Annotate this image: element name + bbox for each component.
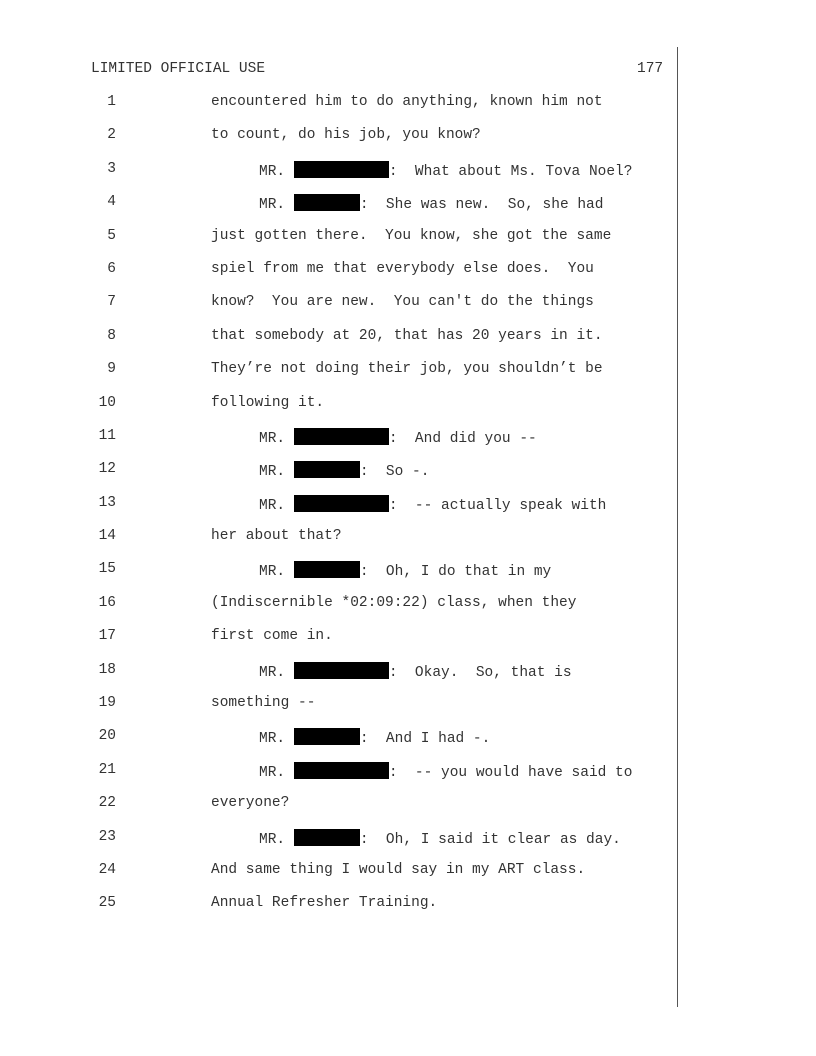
transcript-line [0, 127, 700, 160]
line-content: her about that? [211, 528, 342, 545]
transcript-line [0, 528, 700, 561]
line-content: And same thing I would say in my ART class. [211, 861, 586, 878]
line-content: (Indiscernible *02:09:22) class, when they [211, 594, 577, 611]
line-text [211, 595, 576, 611]
speaker-label: MR. [259, 831, 294, 848]
line-content: something -- [211, 695, 316, 712]
line-content: : She was new. So, she had [359, 197, 604, 214]
line-text [259, 461, 429, 480]
transcript-line [0, 728, 700, 761]
speaker-label: MR. [259, 764, 294, 781]
transcript-line [0, 829, 700, 862]
transcript-body [0, 94, 700, 929]
line-content: They’re not doing their job, you shouldn’t be [211, 361, 603, 378]
page-number: 177 [637, 61, 664, 77]
redacted-name-block [294, 495, 389, 512]
line-number: 24 [98, 861, 116, 878]
line-text [259, 728, 490, 747]
line-number: 3 [107, 160, 116, 177]
line-text [211, 695, 315, 711]
line-text [211, 862, 585, 878]
line-content: : -- actually speak with [388, 497, 607, 514]
line-text [211, 94, 603, 110]
transcript-line [0, 895, 700, 928]
redacted-name-block [294, 428, 389, 445]
line-content: everyone? [211, 795, 290, 812]
line-text [259, 829, 621, 848]
line-text [259, 662, 572, 681]
line-number: 20 [98, 728, 116, 745]
transcript-line [0, 194, 700, 227]
line-content: first come in. [211, 628, 333, 645]
line-number: 10 [98, 394, 116, 411]
redacted-name-block [294, 762, 389, 779]
line-content: following it. [211, 394, 325, 411]
classification-label: LIMITED OFFICIAL USE [91, 61, 266, 77]
line-number: 8 [107, 327, 116, 344]
line-number: 25 [98, 895, 116, 912]
transcript-line [0, 695, 700, 728]
line-number: 5 [107, 227, 116, 244]
transcript-line [0, 361, 700, 394]
speaker-label: MR. [259, 497, 294, 514]
line-text [259, 428, 537, 447]
transcript-line [0, 395, 700, 428]
speaker-label: MR. [259, 464, 294, 481]
line-content: that somebody at 20, that has 20 years in it. [211, 327, 603, 344]
line-content: Annual Refresher Training. [211, 895, 438, 912]
line-content: spiel from me that everybody else does. You [211, 260, 594, 277]
redacted-name-block [294, 728, 360, 745]
redacted-name-block [294, 161, 389, 178]
line-number: 2 [107, 127, 116, 144]
line-text [259, 194, 603, 213]
transcript-line [0, 294, 700, 327]
speaker-label: MR. [259, 664, 294, 681]
transcript-line [0, 461, 700, 494]
speaker-label: MR. [259, 564, 294, 581]
line-text [211, 127, 481, 143]
line-content: : -- you would have said to [388, 764, 633, 781]
line-text [259, 161, 632, 180]
transcript-line [0, 762, 700, 795]
transcript-line [0, 561, 700, 594]
transcript-line [0, 428, 700, 461]
transcript-line [0, 862, 700, 895]
line-content: : Okay. So, that is [388, 664, 572, 681]
line-number: 9 [107, 361, 116, 378]
line-text [259, 561, 551, 580]
line-number: 13 [98, 494, 116, 511]
line-text [211, 395, 324, 411]
line-text [211, 294, 594, 310]
line-text [259, 495, 606, 514]
line-content: : Oh, I said it clear as day. [359, 831, 621, 848]
transcript-line [0, 628, 700, 661]
line-text [259, 762, 632, 781]
line-number: 7 [107, 294, 116, 311]
line-number: 19 [98, 695, 116, 712]
redacted-name-block [294, 194, 360, 211]
line-number: 17 [98, 628, 116, 645]
speaker-label: MR. [259, 430, 294, 447]
line-text [211, 528, 342, 544]
speaker-label: MR. [259, 731, 294, 748]
line-content: : And I had -. [359, 731, 491, 748]
line-number: 14 [98, 528, 116, 545]
line-text [211, 328, 603, 344]
transcript-line [0, 328, 700, 361]
redacted-name-block [294, 829, 360, 846]
transcript-line [0, 261, 700, 294]
transcript-line [0, 161, 700, 194]
line-number: 15 [98, 561, 116, 578]
line-text [211, 895, 437, 911]
transcript-line [0, 595, 700, 628]
transcript-line [0, 662, 700, 695]
line-number: 11 [98, 427, 116, 444]
transcript-line [0, 795, 700, 828]
line-number: 4 [107, 194, 116, 211]
line-text [211, 361, 603, 377]
line-number: 22 [98, 795, 116, 812]
speaker-label: MR. [259, 197, 294, 214]
line-number: 12 [98, 461, 116, 478]
line-content: : And did you -- [388, 430, 537, 447]
redacted-name-block [294, 662, 389, 679]
line-number: 23 [98, 828, 116, 845]
line-number: 6 [107, 260, 116, 277]
line-text [211, 261, 594, 277]
line-content: just gotten there. You know, she got the same [211, 227, 612, 244]
line-content: : So -. [359, 464, 430, 481]
line-text [211, 228, 611, 244]
line-text [211, 795, 289, 811]
line-content: encountered him to do anything, known him not [211, 94, 603, 110]
redacted-name-block [294, 561, 360, 578]
line-content: : What about Ms. Tova Noel? [388, 163, 633, 180]
line-text [211, 628, 333, 644]
transcript-line [0, 94, 700, 127]
line-number: 1 [107, 94, 116, 110]
redacted-name-block [294, 461, 360, 478]
line-number: 16 [98, 594, 116, 611]
line-content: to count, do his job, you know? [211, 127, 481, 144]
line-number: 21 [98, 761, 116, 778]
transcript-line [0, 228, 700, 261]
line-content: know? You are new. You can't do the things [211, 294, 594, 311]
speaker-label: MR. [259, 163, 294, 180]
line-content: : Oh, I do that in my [359, 564, 552, 581]
line-number: 18 [98, 661, 116, 678]
transcript-line [0, 495, 700, 528]
